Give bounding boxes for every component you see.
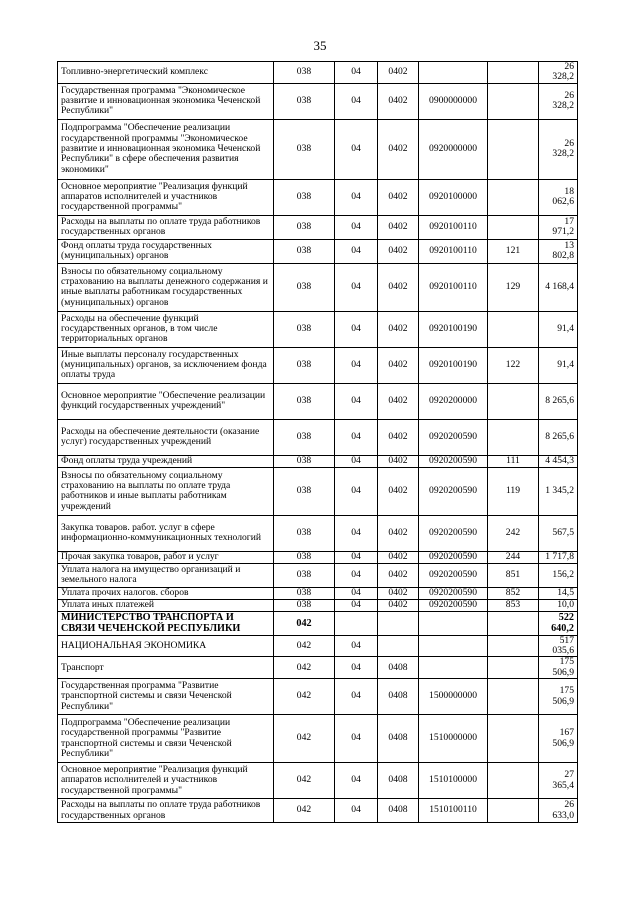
table-row bbox=[58, 611, 578, 635]
row-subsection-code bbox=[378, 635, 419, 657]
row-section-code bbox=[335, 611, 378, 635]
row-name: Иные выплаты персоналу государственных (муниципальных) органов, за исключением фонда оплаты труда bbox=[58, 347, 274, 383]
row-subsection-code: 0402 bbox=[378, 515, 419, 551]
table-row bbox=[58, 419, 578, 455]
row-target-article-code: 0900000000 bbox=[419, 83, 488, 119]
row-ministry-code: 038 bbox=[274, 119, 335, 179]
table-row bbox=[58, 551, 578, 563]
row-section-code: 04 bbox=[335, 587, 378, 599]
budget-table-body bbox=[58, 62, 578, 823]
row-section-code: 04 bbox=[335, 467, 378, 515]
row-amount: 4 168,4 bbox=[539, 263, 578, 311]
row-amount: 167 506,9 bbox=[539, 715, 578, 763]
row-ministry-code: 038 bbox=[274, 515, 335, 551]
row-name: Уплата иных платежей bbox=[58, 599, 274, 611]
row-amount: 4 454,3 bbox=[539, 455, 578, 467]
row-target-article-code: 1510000000 bbox=[419, 715, 488, 763]
row-amount: 156,2 bbox=[539, 563, 578, 587]
row-target-article-code: 0920100190 bbox=[419, 347, 488, 383]
table-row bbox=[58, 455, 578, 467]
row-target-article-code: 0920200590 bbox=[419, 455, 488, 467]
row-name: Государственная программа "Экономическое развитие и инновационная экономика Чеченской Республики" bbox=[58, 83, 274, 119]
row-expense-type-code bbox=[488, 119, 539, 179]
table-row bbox=[58, 679, 578, 715]
row-section-code: 04 bbox=[335, 657, 378, 679]
row-subsection-code: 0402 bbox=[378, 62, 419, 84]
row-name: Фонд оплаты труда учреждений bbox=[58, 455, 274, 467]
row-section-code: 04 bbox=[335, 679, 378, 715]
row-ministry-code: 038 bbox=[274, 311, 335, 347]
table-row bbox=[58, 215, 578, 239]
row-section-code: 04 bbox=[335, 239, 378, 263]
row-name: НАЦИОНАЛЬНАЯ ЭКОНОМИКА bbox=[58, 635, 274, 657]
row-section-code: 04 bbox=[335, 635, 378, 657]
row-ministry-code: 038 bbox=[274, 587, 335, 599]
row-ministry-code: 042 bbox=[274, 657, 335, 679]
row-subsection-code: 0402 bbox=[378, 455, 419, 467]
row-ministry-code: 038 bbox=[274, 455, 335, 467]
row-target-article-code: 0920200590 bbox=[419, 419, 488, 455]
row-subsection-code: 0408 bbox=[378, 799, 419, 823]
row-target-article-code: 0920100110 bbox=[419, 239, 488, 263]
row-amount: 522 640,2 bbox=[539, 611, 578, 635]
row-expense-type-code: 122 bbox=[488, 347, 539, 383]
row-expense-type-code bbox=[488, 311, 539, 347]
row-target-article-code: 0920200590 bbox=[419, 551, 488, 563]
row-expense-type-code: 851 bbox=[488, 563, 539, 587]
row-name: Расходы на выплаты по оплате труда работников государственных органов bbox=[58, 215, 274, 239]
row-target-article-code: 0920100110 bbox=[419, 263, 488, 311]
row-amount: 8 265,6 bbox=[539, 419, 578, 455]
row-subsection-code: 0408 bbox=[378, 679, 419, 715]
row-amount: 1 717,8 bbox=[539, 551, 578, 563]
row-subsection-code: 0402 bbox=[378, 383, 419, 419]
row-amount: 175 506,9 bbox=[539, 657, 578, 679]
row-ministry-code: 038 bbox=[274, 347, 335, 383]
row-subsection-code: 0402 bbox=[378, 311, 419, 347]
row-ministry-code: 038 bbox=[274, 383, 335, 419]
row-target-article-code: 1510100110 bbox=[419, 799, 488, 823]
row-ministry-code: 042 bbox=[274, 763, 335, 799]
row-amount: 10,0 bbox=[539, 599, 578, 611]
table-row bbox=[58, 587, 578, 599]
row-amount: 8 265,6 bbox=[539, 383, 578, 419]
row-ministry-code: 038 bbox=[274, 263, 335, 311]
table-row bbox=[58, 763, 578, 799]
row-expense-type-code: 111 bbox=[488, 455, 539, 467]
row-ministry-code: 038 bbox=[274, 83, 335, 119]
row-ministry-code: 038 bbox=[274, 551, 335, 563]
row-expense-type-code bbox=[488, 62, 539, 84]
row-expense-type-code bbox=[488, 715, 539, 763]
table-row bbox=[58, 383, 578, 419]
row-target-article-code: 0920200590 bbox=[419, 563, 488, 587]
row-subsection-code: 0402 bbox=[378, 215, 419, 239]
row-amount: 91,4 bbox=[539, 347, 578, 383]
row-expense-type-code bbox=[488, 799, 539, 823]
row-ministry-code: 038 bbox=[274, 239, 335, 263]
row-amount: 26 328,2 bbox=[539, 119, 578, 179]
row-name: Фонд оплаты труда государственных (муниципальных) органов bbox=[58, 239, 274, 263]
row-subsection-code: 0402 bbox=[378, 179, 419, 215]
row-section-code: 04 bbox=[335, 263, 378, 311]
row-target-article-code: 0920100110 bbox=[419, 215, 488, 239]
row-expense-type-code: 853 bbox=[488, 599, 539, 611]
row-name: Основное мероприятие "Обеспечение реализации функций государственных учреждений" bbox=[58, 383, 274, 419]
row-name: Расходы на выплаты по оплате труда работников государственных органов bbox=[58, 799, 274, 823]
table-row bbox=[58, 635, 578, 657]
row-expense-type-code bbox=[488, 383, 539, 419]
row-name: Подпрограмма "Обеспечение реализации государственной программы "Развитие транспортной системы и связи Чеченской Республики" bbox=[58, 715, 274, 763]
table-row bbox=[58, 179, 578, 215]
row-name: Топливно-энергетический комплекс bbox=[58, 62, 274, 84]
row-amount: 567,5 bbox=[539, 515, 578, 551]
row-name: Закупка товаров. работ. услуг в сфере информационно-коммуникационных технологий bbox=[58, 515, 274, 551]
row-subsection-code: 0402 bbox=[378, 419, 419, 455]
row-expense-type-code bbox=[488, 657, 539, 679]
table-row bbox=[58, 563, 578, 587]
row-subsection-code: 0402 bbox=[378, 239, 419, 263]
table-row bbox=[58, 599, 578, 611]
row-ministry-code: 038 bbox=[274, 419, 335, 455]
row-amount: 26 328,2 bbox=[539, 62, 578, 84]
row-name: МИНИСТЕРСТВО ТРАНСПОРТА И СВЯЗИ ЧЕЧЕНСКОЙ РЕСПУБЛИКИ bbox=[58, 611, 274, 635]
row-expense-type-code: 121 bbox=[488, 239, 539, 263]
row-target-article-code bbox=[419, 611, 488, 635]
row-ministry-code: 038 bbox=[274, 179, 335, 215]
row-amount: 13 802,8 bbox=[539, 239, 578, 263]
row-expense-type-code bbox=[488, 635, 539, 657]
row-amount: 18 062,6 bbox=[539, 179, 578, 215]
row-name: Уплата налога на имущество организаций и земельного налога bbox=[58, 563, 274, 587]
row-target-article-code: 0920200590 bbox=[419, 467, 488, 515]
row-subsection-code: 0408 bbox=[378, 715, 419, 763]
row-subsection-code: 0402 bbox=[378, 119, 419, 179]
row-section-code: 04 bbox=[335, 419, 378, 455]
row-amount: 175 506,9 bbox=[539, 679, 578, 715]
row-target-article-code: 0920200000 bbox=[419, 383, 488, 419]
row-expense-type-code bbox=[488, 419, 539, 455]
table-row bbox=[58, 347, 578, 383]
row-expense-type-code bbox=[488, 679, 539, 715]
table-row bbox=[58, 467, 578, 515]
row-ministry-code: 042 bbox=[274, 635, 335, 657]
row-name: Подпрограмма "Обеспечение реализации государственной программы "Экономическое развитие и инновационная экономика Чеченской Республики" в сфере обеспечения развития экономики" bbox=[58, 119, 274, 179]
row-subsection-code: 0402 bbox=[378, 347, 419, 383]
row-ministry-code: 038 bbox=[274, 215, 335, 239]
row-subsection-code: 0408 bbox=[378, 657, 419, 679]
table-row bbox=[58, 83, 578, 119]
row-amount: 517 035,6 bbox=[539, 635, 578, 657]
row-subsection-code: 0402 bbox=[378, 599, 419, 611]
row-amount: 26 328,2 bbox=[539, 83, 578, 119]
row-target-article-code: 0920000000 bbox=[419, 119, 488, 179]
row-section-code: 04 bbox=[335, 83, 378, 119]
row-name: Уплата прочих налогов. сборов bbox=[58, 587, 274, 599]
row-ministry-code: 042 bbox=[274, 715, 335, 763]
row-subsection-code: 0408 bbox=[378, 763, 419, 799]
row-target-article-code: 1510100000 bbox=[419, 763, 488, 799]
row-section-code: 04 bbox=[335, 563, 378, 587]
row-section-code: 04 bbox=[335, 179, 378, 215]
row-subsection-code: 0402 bbox=[378, 467, 419, 515]
row-subsection-code: 0402 bbox=[378, 563, 419, 587]
page-number: 35 bbox=[313, 38, 327, 53]
table-row bbox=[58, 657, 578, 679]
row-section-code: 04 bbox=[335, 799, 378, 823]
row-section-code: 04 bbox=[335, 715, 378, 763]
row-section-code: 04 bbox=[335, 119, 378, 179]
row-ministry-code: 038 bbox=[274, 62, 335, 84]
row-subsection-code: 0402 bbox=[378, 263, 419, 311]
row-amount: 17 971,2 bbox=[539, 215, 578, 239]
table-row bbox=[58, 515, 578, 551]
table-row bbox=[58, 263, 578, 311]
table-row bbox=[58, 311, 578, 347]
row-target-article-code bbox=[419, 62, 488, 84]
row-name: Прочая закупка товаров, работ и услуг bbox=[58, 551, 274, 563]
budget-table bbox=[57, 61, 578, 823]
row-section-code: 04 bbox=[335, 551, 378, 563]
table-row bbox=[58, 239, 578, 263]
row-expense-type-code bbox=[488, 763, 539, 799]
row-target-article-code: 0920100190 bbox=[419, 311, 488, 347]
row-section-code: 04 bbox=[335, 763, 378, 799]
row-name: Основное мероприятие "Реализация функций аппаратов исполнителей и участников государственной программы" bbox=[58, 179, 274, 215]
row-subsection-code: 0402 bbox=[378, 587, 419, 599]
row-ministry-code: 038 bbox=[274, 599, 335, 611]
row-expense-type-code bbox=[488, 83, 539, 119]
row-target-article-code bbox=[419, 657, 488, 679]
row-section-code: 04 bbox=[335, 62, 378, 84]
row-section-code: 04 bbox=[335, 311, 378, 347]
row-amount: 91,4 bbox=[539, 311, 578, 347]
row-name: Государственная программа "Развитие транспортной системы и связи Чеченской Республики" bbox=[58, 679, 274, 715]
row-expense-type-code: 852 bbox=[488, 587, 539, 599]
row-expense-type-code: 129 bbox=[488, 263, 539, 311]
row-ministry-code: 042 bbox=[274, 799, 335, 823]
row-name: Транспорт bbox=[58, 657, 274, 679]
table-row bbox=[58, 715, 578, 763]
row-ministry-code: 038 bbox=[274, 467, 335, 515]
row-section-code: 04 bbox=[335, 599, 378, 611]
row-target-article-code: 1500000000 bbox=[419, 679, 488, 715]
row-expense-type-code: 119 bbox=[488, 467, 539, 515]
row-target-article-code: 0920100000 bbox=[419, 179, 488, 215]
table-row bbox=[58, 62, 578, 84]
row-target-article-code bbox=[419, 635, 488, 657]
row-name: Взносы по обязательному социальному страхованию на выплаты по оплате труда работников и иные выплаты работникам учреждений bbox=[58, 467, 274, 515]
row-section-code: 04 bbox=[335, 383, 378, 419]
row-expense-type-code: 244 bbox=[488, 551, 539, 563]
row-amount: 27 365,4 bbox=[539, 763, 578, 799]
row-subsection-code bbox=[378, 611, 419, 635]
table-row bbox=[58, 119, 578, 179]
table-row bbox=[58, 799, 578, 823]
row-name: Основное мероприятие "Реализация функций аппаратов исполнителей и участников государственной программы" bbox=[58, 763, 274, 799]
row-amount: 26 633,0 bbox=[539, 799, 578, 823]
row-section-code: 04 bbox=[335, 515, 378, 551]
row-ministry-code: 042 bbox=[274, 679, 335, 715]
row-section-code: 04 bbox=[335, 455, 378, 467]
row-target-article-code: 0920200590 bbox=[419, 515, 488, 551]
row-expense-type-code bbox=[488, 215, 539, 239]
row-target-article-code: 0920200590 bbox=[419, 599, 488, 611]
row-ministry-code: 038 bbox=[274, 563, 335, 587]
row-name: Расходы на обеспечение деятельности (оказание услуг) государственных учреждений bbox=[58, 419, 274, 455]
row-target-article-code: 0920200590 bbox=[419, 587, 488, 599]
row-subsection-code: 0402 bbox=[378, 551, 419, 563]
row-subsection-code: 0402 bbox=[378, 83, 419, 119]
row-expense-type-code bbox=[488, 179, 539, 215]
row-amount: 14,5 bbox=[539, 587, 578, 599]
row-ministry-code: 042 bbox=[274, 611, 335, 635]
row-section-code: 04 bbox=[335, 215, 378, 239]
row-name: Взносы по обязательному социальному страхованию на выплаты денежного содержания и иные выплаты работникам государственных (муниципальных) органов bbox=[58, 263, 274, 311]
row-name: Расходы на обеспечение функций государственных органов, в том числе территориальных органов bbox=[58, 311, 274, 347]
row-expense-type-code: 242 bbox=[488, 515, 539, 551]
row-section-code: 04 bbox=[335, 347, 378, 383]
row-amount: 1 345,2 bbox=[539, 467, 578, 515]
row-expense-type-code bbox=[488, 611, 539, 635]
